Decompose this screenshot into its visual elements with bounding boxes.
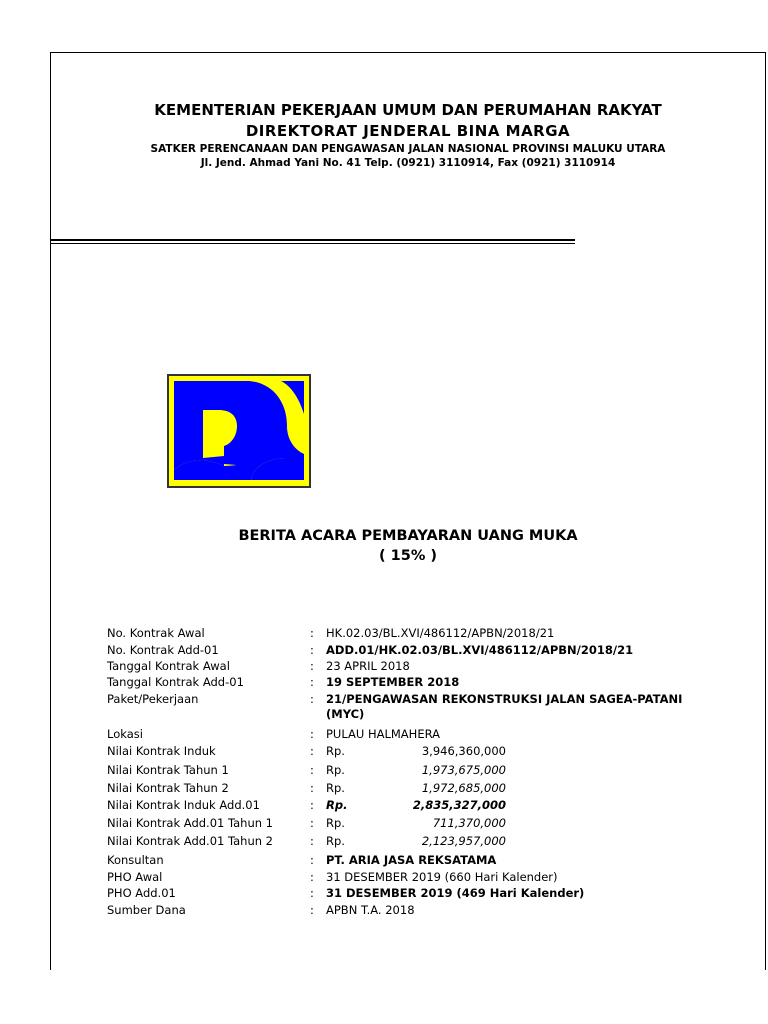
row-currency: Rp. (326, 816, 345, 830)
row-nilai-add-tahun-1 (107, 816, 707, 833)
row-colon: : (310, 834, 314, 848)
row-sumber-dana (107, 903, 707, 920)
row-value: APBN T.A. 2018 (326, 903, 415, 917)
row-no-kontrak-awal (107, 626, 707, 643)
row-currency: Rp. (326, 744, 345, 758)
row-label: Nilai Kontrak Tahun 2 (107, 781, 229, 795)
row-tanggal-add (107, 675, 707, 692)
row-value: PT. ARIA JASA REKSATAMA (326, 853, 497, 867)
directorate-name: DIREKTORAT JENDERAL BINA MARGA (245, 122, 571, 140)
row-value: 23 APRIL 2018 (326, 659, 410, 673)
pu-logo-icon (167, 374, 311, 488)
row-label: Lokasi (107, 727, 143, 741)
row-value: 21/PENGAWASAN REKONSTRUKSI JALAN SAGEA-PATANI (MYC) (326, 692, 683, 721)
row-colon: : (310, 763, 314, 777)
row-label: Nilai Kontrak Induk Add.01 (107, 798, 260, 812)
row-colon: : (310, 853, 314, 867)
row-colon: : (310, 626, 314, 640)
row-label: Nilai Kontrak Add.01 Tahun 2 (107, 834, 273, 848)
row-label: No. Kontrak Awal (107, 626, 205, 640)
row-label: Tanggal Kontrak Add-01 (107, 675, 244, 689)
row-colon: : (310, 727, 314, 741)
row-value: ADD.01/HK.02.03/BL.XVI/486112/APBN/2018/21 (326, 643, 634, 657)
header-rule-thin (51, 243, 575, 244)
row-amount: 2,123,957,000 (421, 834, 506, 848)
row-label: PHO Add.01 (107, 886, 176, 900)
ministry-name: KEMENTERIAN PEKERJAAN UMUM DAN PERUMAHAN RAKYAT (154, 101, 662, 119)
row-colon: : (310, 870, 314, 884)
row-nilai-tahun-1 (107, 763, 707, 780)
row-colon: : (310, 692, 314, 706)
row-colon: : (310, 744, 314, 758)
row-colon: : (310, 643, 314, 657)
row-colon: : (310, 798, 314, 812)
row-value: 31 DESEMBER 2019 (469 Hari Kalender) (326, 886, 585, 900)
page-border-right (765, 52, 766, 970)
row-amount: 3,946,360,000 (421, 744, 506, 758)
row-label: Sumber Dana (107, 903, 186, 917)
row-label: PHO Awal (107, 870, 163, 884)
row-label: Nilai Kontrak Induk (107, 744, 216, 758)
row-currency: Rp. (326, 781, 345, 795)
row-nilai-tahun-2 (107, 781, 707, 798)
header-rule-thick (51, 239, 575, 241)
row-pho-add (107, 886, 707, 903)
row-colon: : (310, 903, 314, 917)
row-lokasi (107, 727, 707, 744)
row-label: No. Kontrak Add-01 (107, 643, 219, 657)
row-colon: : (310, 816, 314, 830)
row-paket (107, 692, 707, 726)
address-line: Jl. Jend. Ahmad Yani No. 41 Telp. (0921) 3110914, Fax (0921) 3110914 (200, 157, 616, 169)
row-colon: : (310, 675, 314, 689)
row-nilai-induk-add (107, 798, 707, 815)
row-colon: : (310, 886, 314, 900)
row-value: HK.02.03/BL.XVI/486112/APBN/2018/21 (326, 626, 555, 640)
row-label: Paket/Pekerjaan (107, 692, 199, 706)
row-value: PULAU HALMAHERA (326, 727, 440, 741)
document-subtitle: ( 15% ) (378, 548, 438, 564)
row-label: Konsultan (107, 853, 164, 867)
row-amount: 711,370,000 (432, 816, 506, 830)
row-pho-awal (107, 870, 707, 887)
row-value: 31 DESEMBER 2019 (660 Hari Kalender) (326, 870, 558, 884)
row-currency: Rp. (326, 763, 345, 777)
row-nilai-add-tahun-2 (107, 834, 707, 851)
row-no-kontrak-add (107, 643, 707, 660)
row-value: 19 SEPTEMBER 2018 (326, 675, 460, 689)
row-nilai-induk (107, 744, 707, 761)
row-label: Nilai Kontrak Add.01 Tahun 1 (107, 816, 273, 830)
page-border-top (50, 52, 766, 53)
row-currency: Rp. (326, 834, 345, 848)
row-amount: 2,835,327,000 (412, 798, 506, 812)
page-border-left (50, 52, 51, 970)
row-tanggal-awal (107, 659, 707, 676)
row-amount: 1,973,675,000 (421, 763, 506, 777)
row-currency: Rp. (326, 798, 348, 812)
row-colon: : (310, 781, 314, 795)
row-colon: : (310, 659, 314, 673)
row-label: Nilai Kontrak Tahun 1 (107, 763, 229, 777)
row-amount: 1,972,685,000 (421, 781, 506, 795)
document-title: BERITA ACARA PEMBAYARAN UANG MUKA (238, 528, 578, 544)
row-label: Tanggal Kontrak Awal (107, 659, 230, 673)
row-konsultan (107, 853, 707, 870)
satker-name: SATKER PERENCANAAN DAN PENGAWASAN JALAN NASIONAL PROVINSI MALUKU UTARA (150, 143, 666, 155)
